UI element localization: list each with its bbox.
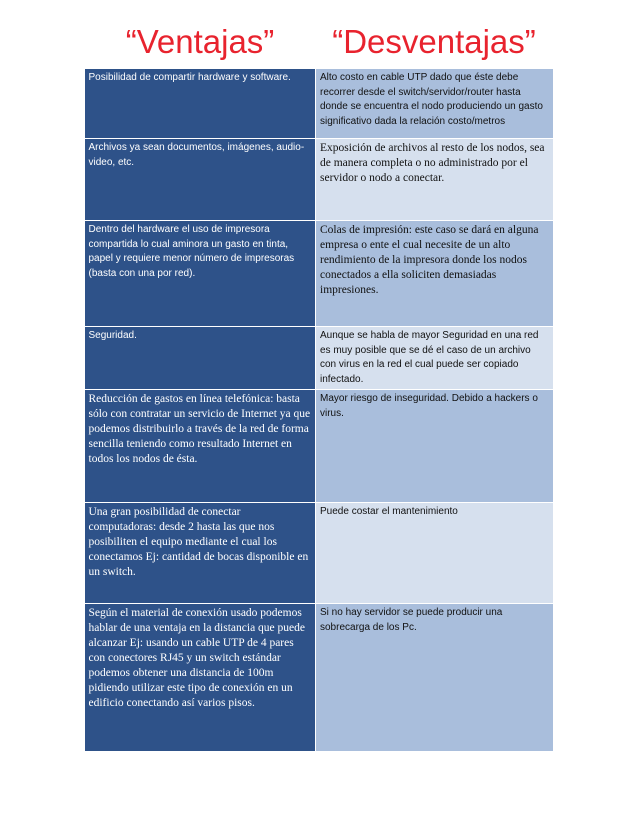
desventaja-cell: Puede costar el mantenimiento [316, 503, 553, 604]
desventaja-cell: Si no hay servidor se puede producir una sobrecarga de los Pc. [316, 604, 553, 752]
table-row [85, 139, 553, 221]
table-row [85, 221, 553, 327]
desventaja-cell: Mayor riesgo de inseguridad. Debido a hackers o virus. [316, 390, 553, 503]
table-row [85, 69, 553, 139]
ventaja-cell: Archivos ya sean documentos, imágenes, audio-video, etc. [85, 139, 316, 221]
desventaja-cell: Aunque se habla de mayor Seguridad en una red es muy posible que se dé el caso de un archivo con virus en la red el cual puede ser copiado infectado. [316, 327, 553, 390]
desventaja-cell: Exposición de archivos al resto de los nodos, sea de manera completa o no administrado por el servidor o nodo a conectar. [316, 139, 553, 221]
table-row [85, 604, 553, 752]
ventaja-cell: Reducción de gastos en línea telefónica: basta sólo con contratar un servicio de Internet ya que podemos distribuirlo a través de la red de forma sencilla teniendo como resultado Internet en todos los nodos de ésta. [85, 390, 316, 503]
ventaja-cell: Según el material de conexión usado podemos hablar de una ventaja en la distancia que puede alcanzar Ej: usando un cable UTP de 4 pares con conectores RJ45 y un switch estándar podemos obtener una distancia de 100m pidiendo utilizar este tipo de conexión en un edificio conectando así varios pisos. [85, 604, 316, 752]
ventaja-cell: Posibilidad de compartir hardware y software. [85, 69, 316, 139]
desventaja-cell: Colas de impresión: este caso se dará en alguna empresa o ente el cual necesite de un alto rendimiento de la impresora donde los nodos conectados a ella soliciten demasiadas impresiones. [316, 221, 553, 327]
table-row [85, 503, 553, 604]
desventajas-heading: “Desventajas” [316, 9, 553, 69]
ventajas-desventajas-table [84, 8, 553, 752]
desventaja-cell: Alto costo en cable UTP dado que éste debe recorrer desde el switch/servidor/router hasta donde se encuentra el nodo produciendo un gasto significativo dada la relación costo/metros [316, 69, 553, 139]
ventajas-heading: “Ventajas” [85, 9, 316, 69]
header-row [85, 9, 553, 69]
table-row [85, 327, 553, 390]
ventaja-cell: Seguridad. [85, 327, 316, 390]
ventaja-cell: Una gran posibilidad de conectar computadoras: desde 2 hasta las que nos posibiliten el equipo mediante el cual los conectamos Ej: cantidad de bocas disponible en un switch. [85, 503, 316, 604]
table-row [85, 390, 553, 503]
ventaja-cell: Dentro del hardware el uso de impresora compartida lo cual aminora un gasto en tinta, papel y requiere menor número de impresoras (basta con una por red). [85, 221, 316, 327]
